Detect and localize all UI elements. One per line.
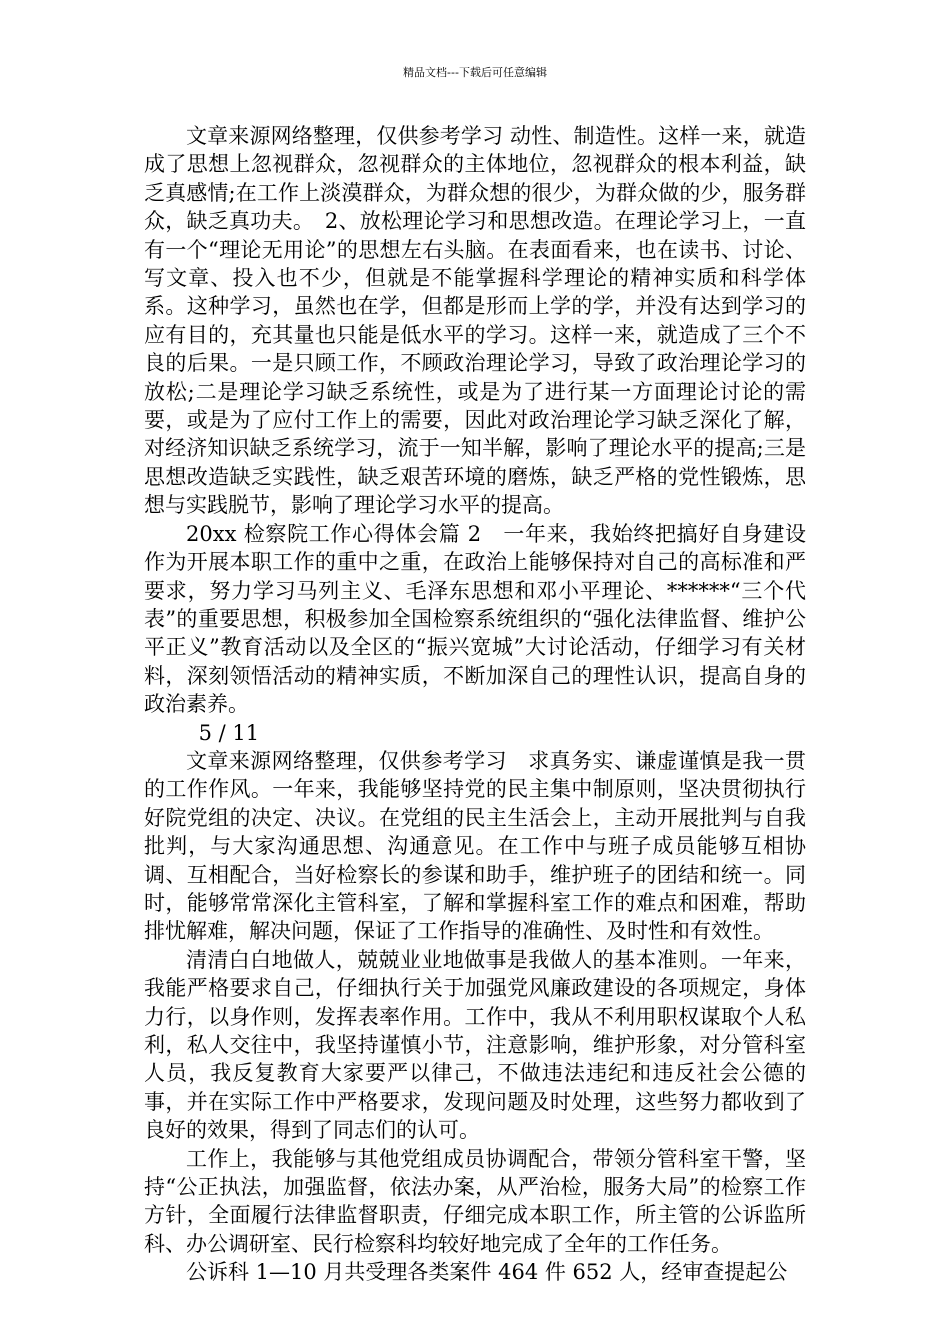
paragraph: 20xx 检察院工作心得体会篇 2 一年来，我始终把搞好自身建设作为开展本职工作的重中之重，在政治上能够保持对自己的高标准和严要求，努力学习马列主义、毛泽东思想和邓小平理论、******“三个代表”的重要思想，积极参加全国检察系统组织的“强化法律监督、维护公平正义”教育活动以及全区的“振兴宽城”大讨论活动，仔细学习有关材料，深刻领悟活动的精神实质，不断加深自己的理性认识，提高自身的政治素养。	[144, 521, 806, 717]
paragraph: 文章来源网络整理，仅供参考学习 动性、制造性。这样一来，就造成了思想上忽视群众，忽视群众的主体地位，忽视群众的根本利益，缺乏真感情;在工作上淡漠群众，为群众想的很少，为群众做的少，服务群众，缺乏真功夫。 2、放松理论学习和思想改造。在理论学习上，一直有一个“理论无用论”的思想左右头脑。在表面看来，也在读书、讨论、写文章、投入也不少，但就是不能掌握科学理论的精神实质和科学体系。这种学习，虽然也在学，但都是形而上学的学，并没有达到学习的应有目的，充其量也只能是低水平的学习。这样一来，就造成了三个不良的后果。一是只顾工作，不顾政治理论学习，导致了政治理论学习的放松;二是理论学习缺乏系统性，或是为了进行某一方面理论讨论的需要，或是为了应付工作上的需要，因此对政治理论学习缺乏深化了解，对经济知识缺乏系统学习，流于一知半解，影响了理论水平的提高;三是思想改造缺乏实践性，缺乏艰苦环境的磨炼，缺乏严格的党性锻炼，思想与实践脱节，影响了理论学习水平的提高。	[144, 124, 806, 518]
paragraph: 清清白白地做人，兢兢业业地做事是我做人的基本准则。一年来，我能严格要求自己，仔细执行关于加强党风廉政建设的各项规定，身体力行，以身作则，发挥表率作用。工作中，我从不利用职权谋取个人私利，私人交往中，我坚持谨慎小节，注意影响，维护形象，对分管科室人员，我反复教育大家要严以律己，不做违法违纪和违反社会公德的事，并在实际工作中严格要求，发现问题及时处理，这些努力都收到了良好的效果，得到了同志们的认可。	[144, 947, 806, 1143]
document-body	[144, 122, 806, 1287]
page-header: 精品文档---下载后可任意编辑	[403, 66, 547, 79]
paragraph: 工作上，我能够与其他党组成员协调配合，带领分管科室干警，坚持“公正执法，加强监督，依法办案，从严治检，服务大局”的检察工作方针，全面履行法律监督职责，仔细完成本职工作，所主管的公诉监所科、办公调研室、民行检察科均较好地完成了全年的工作任务。	[144, 1146, 806, 1256]
paragraph: 公诉科 1—10 月共受理各类案件 464 件 652 人，经审查提起公	[186, 1260, 788, 1285]
page-number: 5 / 11	[198, 720, 260, 745]
paragraph: 文章来源网络整理，仅供参考学习 求真务实、谦虚谨慎是我一贯的工作作风。一年来，我能够坚持党的民主集中制原则，坚决贯彻执行好院党组的决定、决议。在党组的民主生活会上，主动开展批判与自我批判，与大家沟通思想、沟通意见。在工作中与班子成员能够互相协调、互相配合，当好检察长的参谋和助手，维护班子的团结和统一。同时，能够常常深化主管科室，了解和掌握科室工作的难点和困难，帮助排忧解难，解决问题，保证了工作指导的准确性、及时性和有效性。	[144, 748, 806, 944]
